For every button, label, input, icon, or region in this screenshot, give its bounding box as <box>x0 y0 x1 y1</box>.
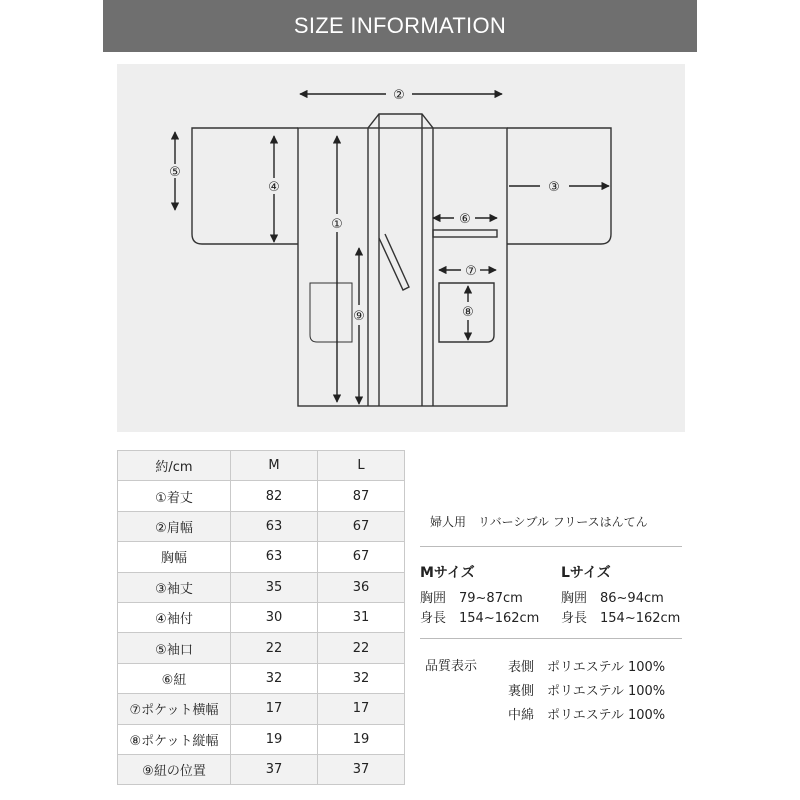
table-row <box>118 511 405 541</box>
table-cell: 82 <box>231 481 318 511</box>
table-row-label: ⑧ポケット縦幅 <box>118 724 231 754</box>
table-row-label: ②肩幅 <box>118 511 231 541</box>
table-header-cell: L <box>318 451 405 481</box>
table-cell: 87 <box>318 481 405 511</box>
header-banner <box>103 0 697 52</box>
table-cell: 37 <box>231 754 318 784</box>
table-row-label: ⑦ポケット横幅 <box>118 694 231 724</box>
size-table <box>117 450 405 785</box>
table-row-label: ⑥紐 <box>118 663 231 693</box>
marker-6: ⑥ <box>459 212 471 227</box>
table-cell: 63 <box>231 542 318 572</box>
table-cell: 30 <box>231 602 318 632</box>
divider <box>420 638 682 639</box>
table-row <box>118 633 405 663</box>
table-cell: 31 <box>318 602 405 632</box>
table-row <box>118 754 405 784</box>
table-row-label: ③袖丈 <box>118 572 231 602</box>
marker-1: ① <box>331 217 343 232</box>
size-table-body <box>118 451 405 785</box>
table-row-label: ④袖付 <box>118 602 231 632</box>
table-cell: 19 <box>318 724 405 754</box>
divider <box>420 546 682 547</box>
hanten-diagram <box>117 64 685 432</box>
table-cell: 19 <box>231 724 318 754</box>
garment-diagram <box>117 64 685 432</box>
table-cell: 35 <box>231 572 318 602</box>
quality-line-filling: 中綿 ポリエステル 100% <box>508 708 666 723</box>
table-header-row <box>118 451 405 481</box>
table-row <box>118 663 405 693</box>
l-size-height: 身長 154~162cm <box>561 611 681 626</box>
table-row-label: ⑤袖口 <box>118 633 231 663</box>
table-row <box>118 724 405 754</box>
marker-5: ⑤ <box>169 165 181 180</box>
garment-outline <box>192 114 611 406</box>
table-row-label: ⑨紐の位置 <box>118 754 231 784</box>
quality-line-outer: 表側 ポリエステル 100% <box>508 660 666 675</box>
table-cell: 22 <box>231 633 318 663</box>
product-name: 婦人用 リバーシブル フリースはんてん <box>430 515 648 529</box>
table-cell: 67 <box>318 542 405 572</box>
table-row <box>118 602 405 632</box>
marker-9: ⑨ <box>353 309 365 324</box>
l-size-chest: 胸囲 86~94cm <box>561 591 664 606</box>
table-header-cell: 約/cm <box>118 451 231 481</box>
table-cell: 17 <box>318 694 405 724</box>
table-row-label: ①着丈 <box>118 481 231 511</box>
marker-4: ④ <box>268 180 280 195</box>
l-size-title: Lサイズ <box>561 565 611 581</box>
table-cell: 63 <box>231 511 318 541</box>
quality-line-inner: 裏側 ポリエステル 100% <box>508 684 666 699</box>
table-cell: 22 <box>318 633 405 663</box>
marker-8: ⑧ <box>462 305 474 320</box>
quality-label: 品質表示 <box>425 659 478 674</box>
table-cell: 32 <box>318 663 405 693</box>
table-cell: 32 <box>231 663 318 693</box>
table-row <box>118 694 405 724</box>
table-cell: 37 <box>318 754 405 784</box>
marker-2: ② <box>393 88 405 103</box>
diagram-markers <box>169 88 560 324</box>
table-cell: 36 <box>318 572 405 602</box>
m-size-title: Mサイズ <box>420 565 475 581</box>
table-row <box>118 542 405 572</box>
table-row <box>118 481 405 511</box>
m-size-chest: 胸囲 79~87cm <box>420 591 523 606</box>
table-cell: 67 <box>318 511 405 541</box>
table-header-cell: M <box>231 451 318 481</box>
table-row-label: 胸幅 <box>118 542 231 572</box>
m-size-height: 身長 154~162cm <box>420 611 540 626</box>
marker-3: ③ <box>548 180 560 195</box>
marker-7: ⑦ <box>465 264 477 279</box>
table-row <box>118 572 405 602</box>
table-cell: 17 <box>231 694 318 724</box>
header-title: SIZE INFORMATION <box>293 13 507 38</box>
